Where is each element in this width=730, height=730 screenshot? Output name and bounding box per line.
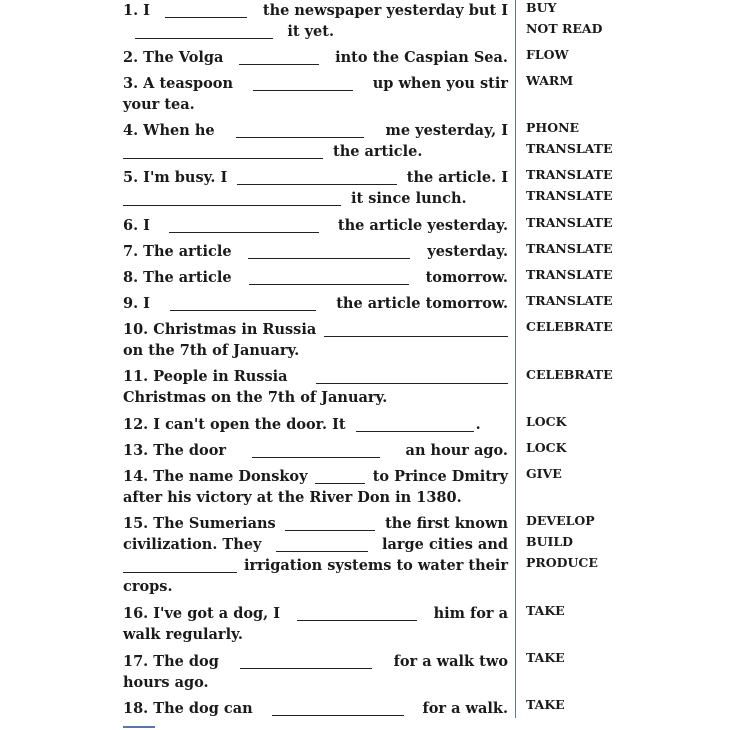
exercise-16: [123, 603, 508, 645]
column-divider: [515, 0, 516, 718]
exercise-text: 6. I: [123, 217, 150, 234]
exercise-text: for a walk two: [393, 653, 508, 670]
exercise-18: [123, 698, 508, 719]
exercise-text: hours ago.: [123, 674, 209, 691]
exercise-text: .: [475, 416, 481, 433]
verb-cue-16: TAKE: [526, 603, 565, 618]
answer-blank[interactable]: [249, 284, 409, 285]
answer-blank[interactable]: [285, 530, 375, 531]
answer-blank[interactable]: [170, 310, 316, 311]
exercise-text: civilization. They: [123, 536, 262, 553]
answer-blank[interactable]: [123, 205, 341, 206]
verb-cue-1: BUY NOT READ: [526, 0, 603, 36]
exercise-text: 12. I can't open the door. It: [123, 416, 346, 433]
verb-cue-8: TRANSLATE: [526, 267, 613, 282]
exercise-text: tomorrow.: [425, 269, 508, 286]
answer-blank[interactable]: [276, 551, 368, 552]
exercise-text: 5. I'm busy. I: [123, 169, 228, 186]
exercise-text: the article.: [333, 143, 423, 160]
exercise-text: after his victory at the River Don in 1380.: [123, 489, 462, 506]
exercise-8: [123, 267, 508, 288]
exercise-7: [123, 241, 508, 262]
verb-cue-7: TRANSLATE: [526, 241, 613, 256]
exercise-text: 4. When he: [123, 122, 215, 139]
exercise-text: it yet.: [287, 23, 334, 40]
verb-cue-15: DEVELOP BUILD PRODUCE: [526, 513, 598, 570]
verb-cue-9: TRANSLATE: [526, 293, 613, 308]
exercise-2: [123, 47, 508, 68]
exercise-14: [123, 466, 508, 508]
answer-blank[interactable]: [240, 668, 372, 669]
page-edge-mark: [123, 726, 155, 728]
exercise-text: on the 7th of January.: [123, 342, 300, 359]
answer-blank[interactable]: [272, 715, 404, 716]
exercise-text: 15. The Sumerians: [123, 515, 276, 532]
exercise-text: large cities and: [381, 536, 508, 553]
exercise-6: [123, 215, 508, 236]
exercise-text: irrigation systems to water their: [243, 557, 508, 574]
exercise-text: 7. The article: [123, 243, 232, 260]
exercise-text: 2. The Volga: [123, 49, 224, 66]
exercise-text: crops.: [123, 578, 173, 595]
exercise-text: 13. The door: [123, 442, 227, 459]
answer-blank[interactable]: [169, 232, 319, 233]
verb-cue-2: FLOW: [526, 47, 569, 62]
verb-cue-13: LOCK: [526, 440, 567, 455]
exercise-text: the newspaper yesterday but I: [262, 2, 508, 19]
answer-blank[interactable]: [253, 90, 353, 91]
answer-blank[interactable]: [297, 620, 417, 621]
exercise-text: the first known: [385, 515, 508, 532]
verb-cue-12: LOCK: [526, 414, 567, 429]
exercise-1: [123, 0, 508, 42]
answer-blank[interactable]: [236, 137, 364, 138]
exercise-text: 1. I: [123, 2, 150, 19]
exercise-text: walk regularly.: [123, 626, 243, 643]
exercise-5: [123, 167, 508, 209]
exercise-text: Christmas on the 7th of January.: [123, 389, 388, 406]
exercise-text: 11. People in Russia: [123, 368, 288, 385]
answer-blank[interactable]: [237, 184, 397, 185]
exercise-text: him for a: [433, 605, 508, 622]
verb-cue-17: TAKE: [526, 650, 565, 665]
exercise-text: 14. The name Donskoy: [123, 468, 308, 485]
exercise-text: yesterday.: [427, 243, 508, 260]
exercise-text: the article tomorrow.: [336, 295, 508, 312]
verb-cue-11: CELEBRATE: [526, 367, 613, 382]
answer-blank[interactable]: [123, 572, 237, 573]
verb-cue-6: TRANSLATE: [526, 215, 613, 230]
exercise-text: 9. I: [123, 295, 150, 312]
exercise-text: an hour ago.: [405, 442, 508, 459]
answer-blank[interactable]: [316, 383, 508, 384]
exercise-text: to Prince Dmitry: [372, 468, 508, 485]
exercise-text: into the Caspian Sea.: [335, 49, 508, 66]
verb-cue-10: CELEBRATE: [526, 319, 613, 334]
exercise-3: [123, 73, 508, 115]
verb-cue-14: GIVE: [526, 466, 562, 481]
exercise-text: 3. A teaspoon: [123, 75, 233, 92]
answer-blank[interactable]: [252, 457, 380, 458]
answer-blank[interactable]: [315, 483, 365, 484]
exercise-text: 10. Christmas in Russia: [123, 321, 317, 338]
answer-blank[interactable]: [239, 64, 319, 65]
exercise-text: 18. The dog can: [123, 700, 253, 717]
answer-blank[interactable]: [324, 336, 508, 337]
exercise-text: your tea.: [123, 96, 195, 113]
exercise-10: [123, 319, 508, 361]
exercise-11: [123, 366, 508, 408]
exercise-text: me yesterday, I: [385, 122, 508, 139]
exercise-text: for a walk.: [422, 700, 508, 717]
exercise-9: [123, 293, 508, 314]
exercise-text: up when you stir: [372, 75, 508, 92]
exercise-text: 8. The article: [123, 269, 232, 286]
verb-cue-3: WARM: [526, 73, 574, 88]
exercise-17: [123, 651, 508, 693]
answer-blank[interactable]: [248, 258, 410, 259]
exercise-13: [123, 440, 508, 461]
exercise-text: the article yesterday.: [337, 217, 508, 234]
verb-cue-5: TRANSLATE TRANSLATE: [526, 167, 613, 203]
exercise-text: 16. I've got a dog, I: [123, 605, 281, 622]
answer-blank[interactable]: [123, 158, 323, 159]
exercise-text: the article. I: [406, 169, 508, 186]
exercise-text: 17. The dog: [123, 653, 219, 670]
exercise-15: [123, 513, 508, 597]
exercise-12: [123, 414, 508, 435]
exercise-text: it since lunch.: [351, 190, 467, 207]
answer-blank[interactable]: [135, 38, 273, 39]
exercise-4: [123, 120, 508, 162]
answer-blank[interactable]: [356, 431, 474, 432]
verb-cue-18: TAKE: [526, 697, 565, 712]
verb-cue-4: PHONE TRANSLATE: [526, 120, 613, 156]
answer-blank[interactable]: [165, 17, 247, 18]
